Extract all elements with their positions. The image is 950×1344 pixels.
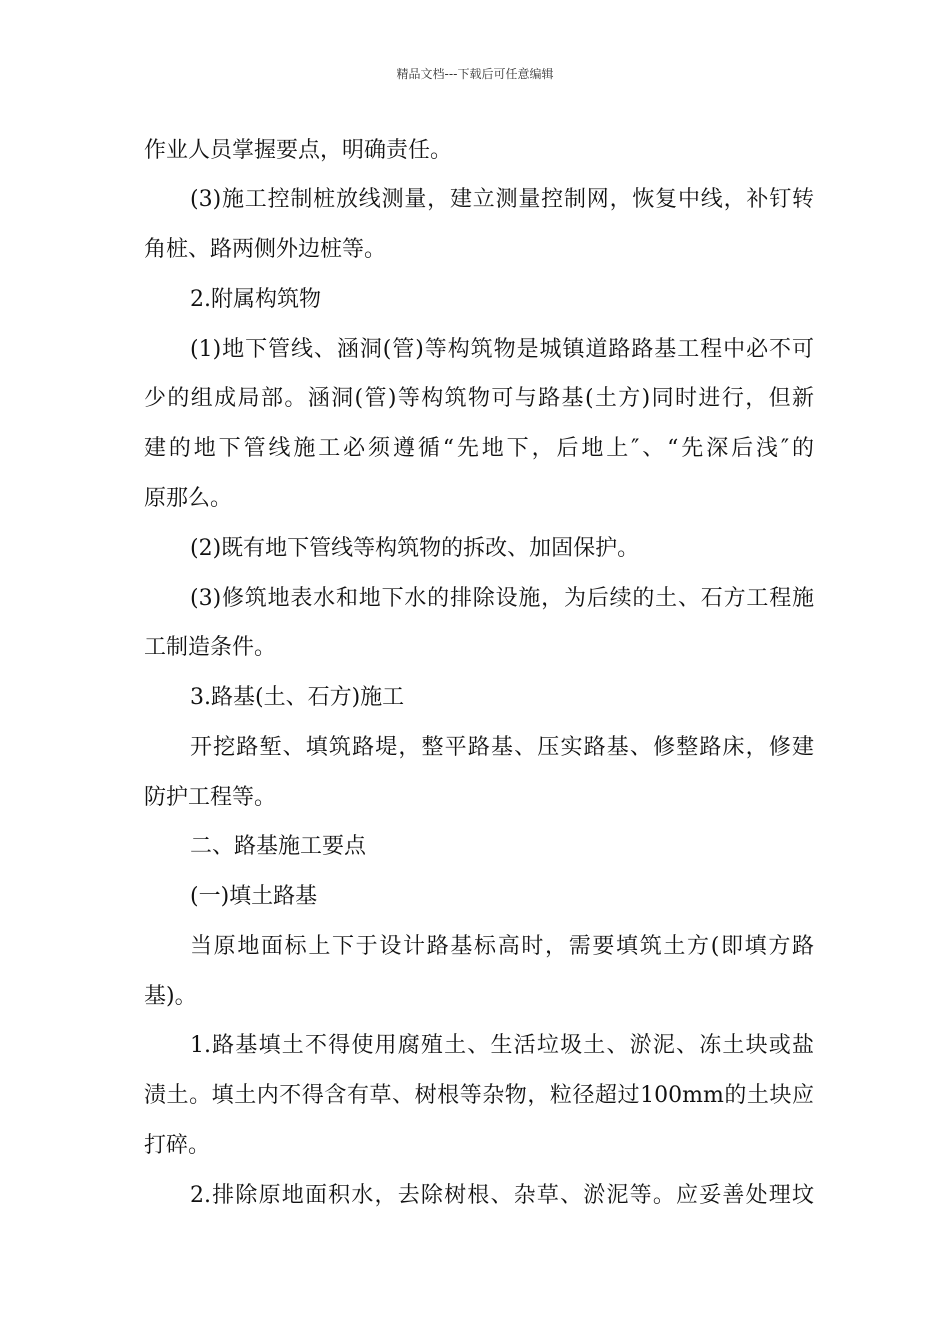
text-line: 打碎。 <box>144 1133 211 1158</box>
text-line: 防护工程等。 <box>144 785 277 810</box>
text-line: 原那么。 <box>144 486 233 511</box>
text-line: 建的地下管线施工必须遵循“先地下，后地上″、“先深后浅″的 <box>144 436 814 461</box>
text-line: 开挖路堑、填筑路堤，整平路基、压实路基、修整路床，修建 <box>190 735 814 760</box>
text-line: (3)施工控制桩放线测量，建立测量控制网，恢复中线，补钉转 <box>190 187 814 212</box>
text-line: 作业人员掌握要点，明确责任。 <box>144 138 453 163</box>
text-line: 当原地面标上下于设计路基标高时，需要填筑土方(即填方路 <box>190 934 814 959</box>
text-line: (3)修筑地表水和地下水的排除设施，为后续的土、石方工程施 <box>190 586 814 611</box>
text-line: 角桩、路两侧外边桩等。 <box>144 237 387 262</box>
text-line: (1)地下管线、涵洞(管)等构筑物是城镇道路路基工程中必不可 <box>190 337 814 362</box>
page-header: 精品文档---下载后可任意编辑 <box>396 67 554 81</box>
text-line: 少的组成局部。涵洞(管)等构筑物可与路基(土方)同时进行，但新 <box>144 386 814 411</box>
text-line: 基)。 <box>144 984 197 1009</box>
text-line: (2)既有地下管线等构筑物的拆改、加固保护。 <box>190 536 640 561</box>
text-line: 2.排除原地面积水，去除树根、杂草、淤泥等。应妥善处理坟 <box>190 1183 814 1208</box>
section-heading: (一)填土路基 <box>190 884 318 909</box>
section-heading: 3.路基(土、石方)施工 <box>190 685 405 710</box>
text-line: 渍土。填土内不得含有草、树根等杂物，粒径超过100mm的土块应 <box>144 1083 814 1108</box>
section-heading: 2.附属构筑物 <box>190 287 321 312</box>
section-heading: 二、路基施工要点 <box>190 834 367 859</box>
text-line: 工制造条件。 <box>144 635 277 660</box>
text-line: 1.路基填土不得使用腐殖土、生活垃圾土、淤泥、冻土块或盐 <box>190 1033 814 1058</box>
